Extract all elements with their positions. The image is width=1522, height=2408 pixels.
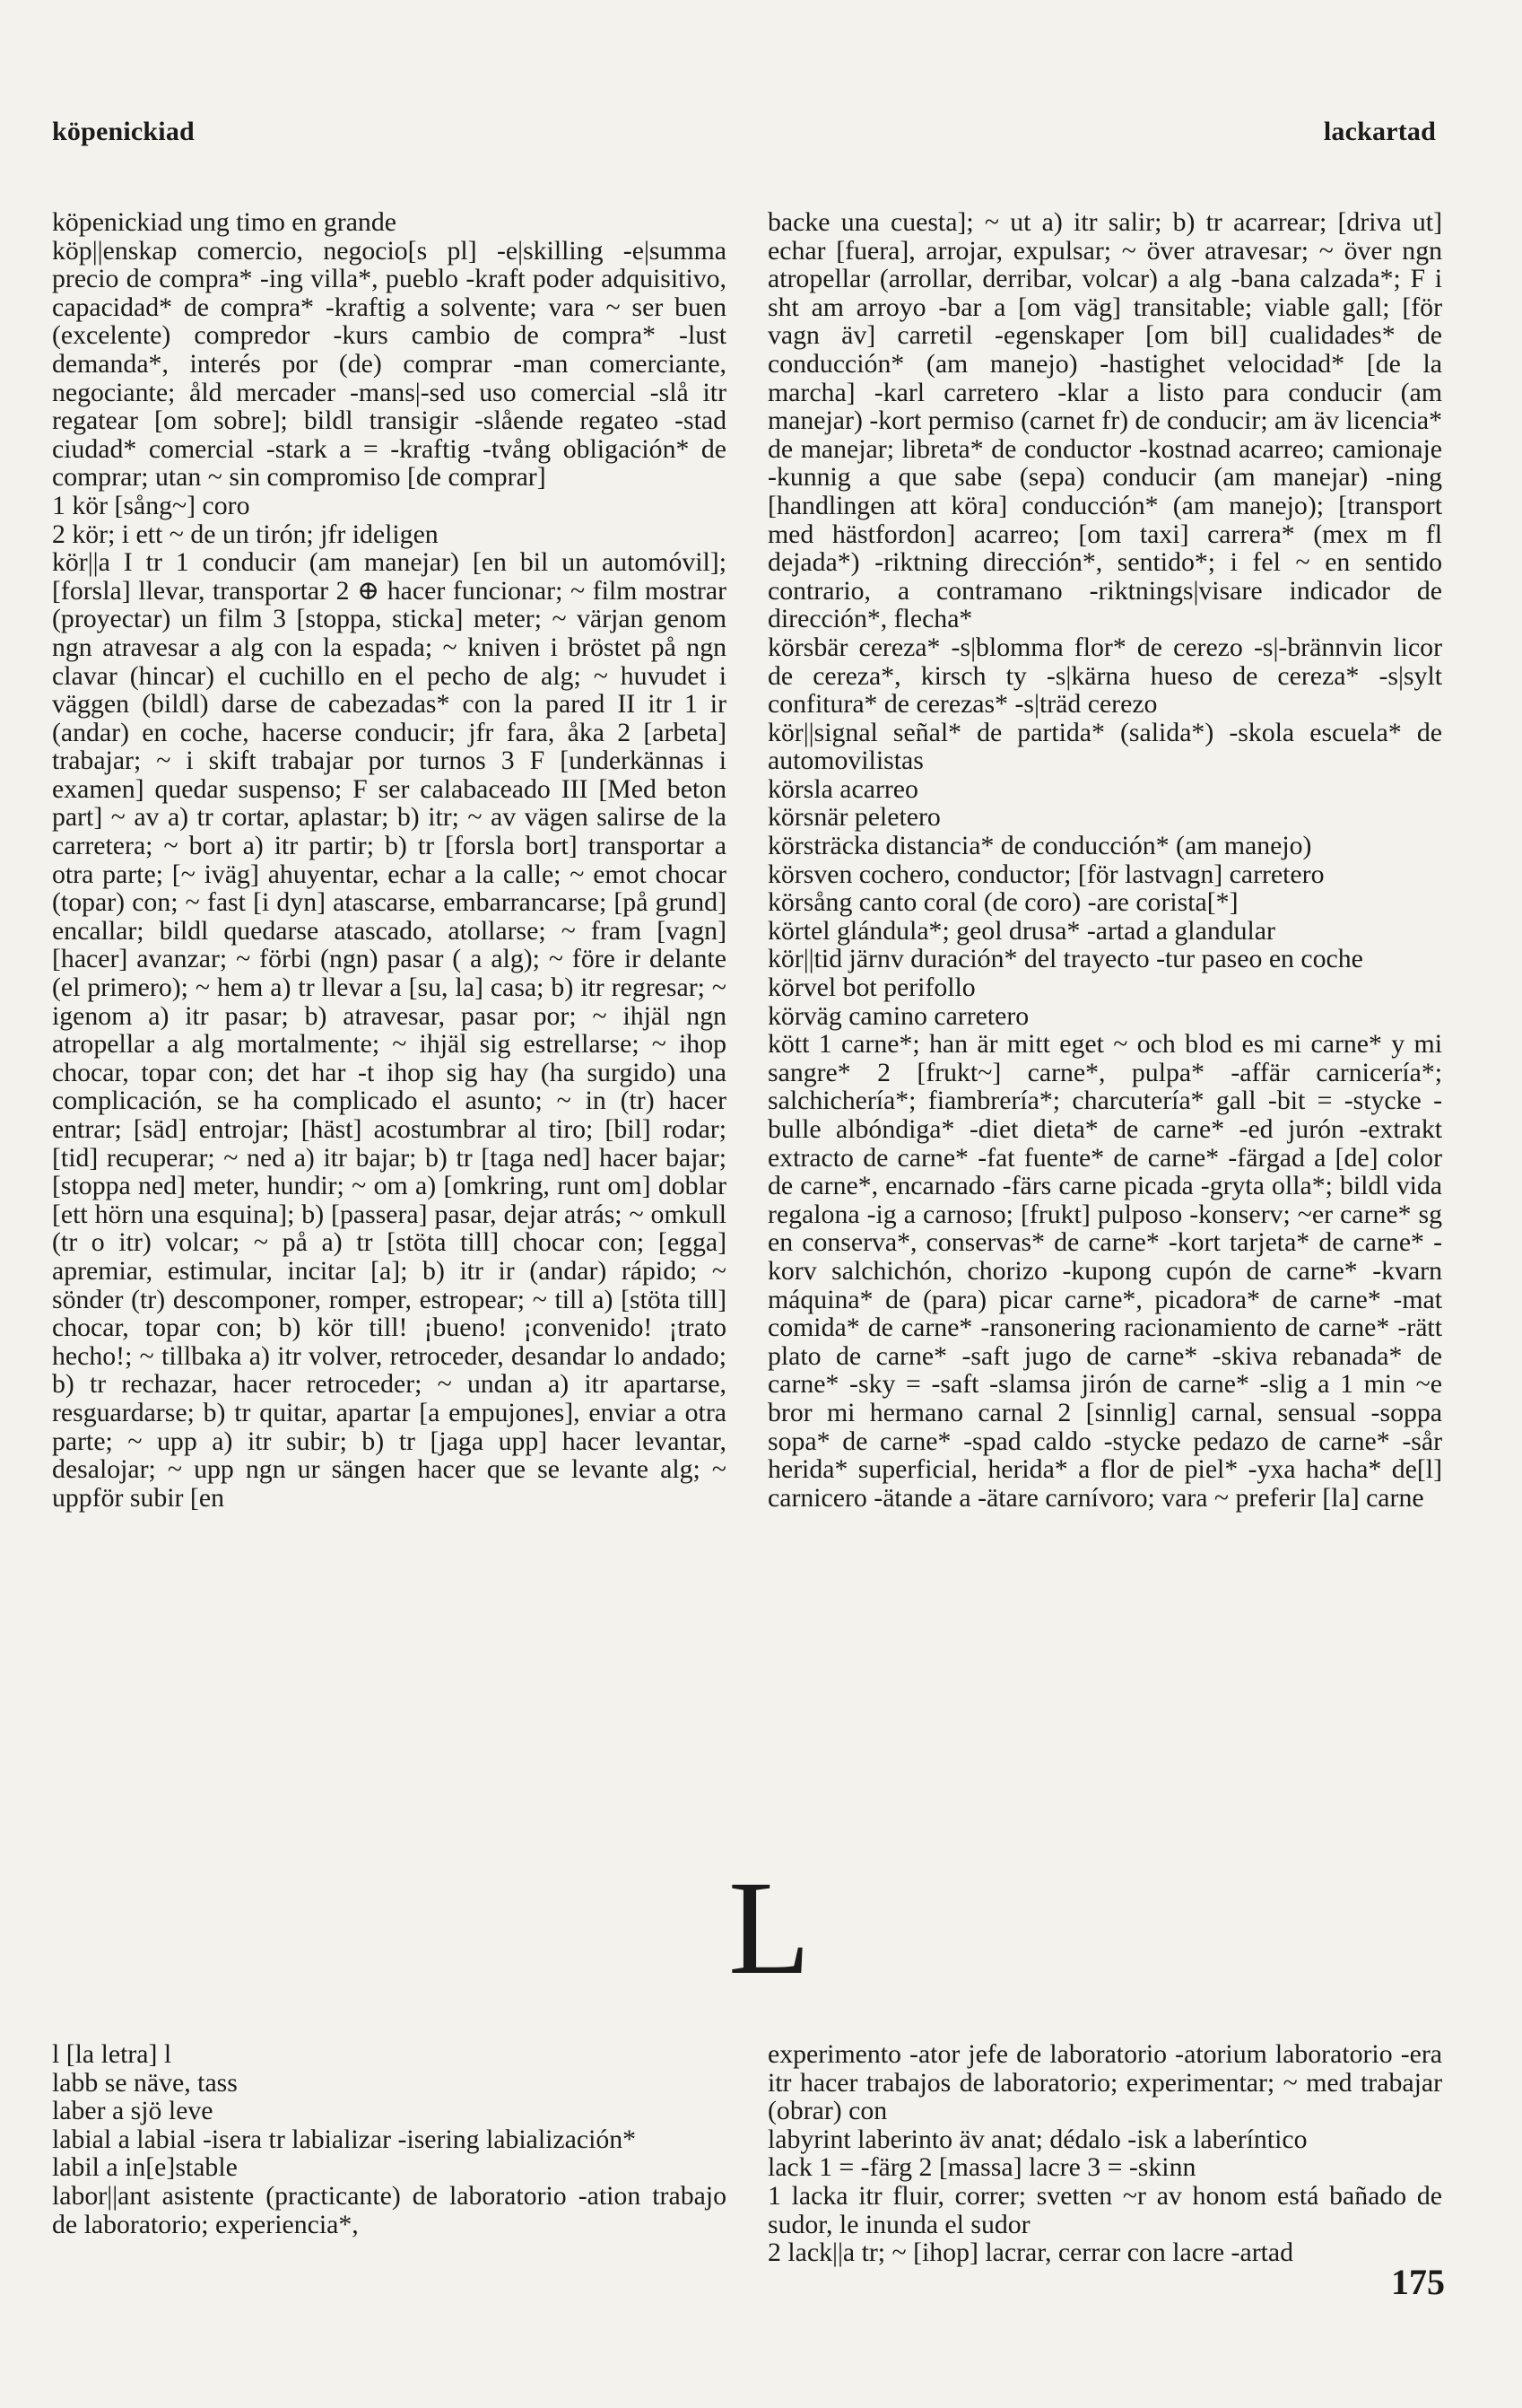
dictionary-entry: körvel bot perifollo (768, 973, 976, 1003)
dictionary-entry: körsla acarreo (768, 773, 918, 804)
running-head-right: lackartad (1323, 117, 1436, 146)
dictionary-entry: 1 kör [sång~] coro (52, 490, 250, 520)
dictionary-entry: labyrint laberinto äv anat; dédalo -isk a laberíntico (768, 2124, 1308, 2154)
left-column (52, 208, 726, 1512)
right-column (768, 208, 1442, 1512)
dictionary-entry: 1 lacka itr fluir, correr; svetten ~r av honom está bañado de sudor, le inunda el sudor (768, 2180, 1442, 2239)
dictionary-entry: labor||ant asistente (practicante) de laboratorio -ation trabajo de laboratorio; experiencia*, (52, 2180, 726, 2239)
dictionary-entry: 2 lack||a tr; ~ [ihop] lacrar, cerrar con lacre -artad (768, 2238, 1294, 2268)
dictionary-entry: kött 1 carne*; han är mitt eget ~ och blod es mi carne* y mi sangre* 2 [frukt~] carne*, pulpa* -affär carnicería*; salchichería*; fiambrería*; charcutería* gall -bit = -stycke -bulle albóndiga* -diet dieta* de carne* -ed jurón -extrakt extracto de carne* -fat fuente* de carne* -färgad a [de] color de carne*, encarnado -färs carne picada -gryta olla*; bildl vida regalona -ig a carnoso; [frukt] pulposo -konserv; ~er carne* sg en conserva*, conservas* de carne* -kort tarjeta* de carne* -korv salchichón, chorizo -kupong cupón de carne* -kvarn máquina* de (para) picar carne*, picadora* de carne* -mat comida* de carne* -ransonering racionamiento de carne* -rätt plato de carne* -saft jugo de carne* -skiva rebanada* de carne* -sky = -saft -slamsa jirón de carne* -slig a 1 min ~e bror mi hermano carnal 2 [sinnlig] carnal, sensual -soppa sopa* de carne* -spad caldo -stycke pedazo de carne* -sår herida* superficial, herida* a flor de piel* -yxa hacha* de[l] carnicero -ätande a -ätare carnívoro; vara ~ preferir [la] carne (768, 1029, 1442, 1513)
left-bottom-column (52, 2040, 726, 2238)
dictionary-entry: köpenickiad ung timo en grande (52, 207, 396, 237)
dictionary-entry: kör||signal señal* de partida* (salida*) -skola escuela* de automovilistas (768, 717, 1442, 776)
dictionary-entry: körsbär cereza* -s|blomma flor* de cerezo -s|-brännvin licor de cereza*, kirsch ty -s|kärna hueso de cereza* -s|sylt confitura* de cerezas* -s|träd cerezo (768, 632, 1442, 720)
dictionary-entry: köp||enskap comercio, negocio[s pl] -e|skilling -e|summa precio de compra* -ing villa*, pueblo -kraft poder adquisitivo, capacidad* de compra* -kraftig a solvente; vara ~ ser buen (excelente) compredor -kurs cambio de compra* -lust demanda*, interés por (de) comprar -man comerciante, negociante; åld mercader -mans|-sed uso comercial -slå itr regatear [om sobre]; bildl transigir -slående regateo -stad ciudad* comercial -stark a = -kraftig -tvång obligación* de comprar; utan ~ sin compromiso [de comprar] (52, 235, 726, 493)
right-bottom-column (768, 2040, 1442, 2267)
dictionary-entry: 2 kör; i ett ~ de un tirón; jfr ideligen (52, 519, 439, 549)
dictionary-entry: l [la letra] l (52, 2039, 172, 2069)
dictionary-entry: labial a labial -isera tr labializar -isering labialización* (52, 2124, 637, 2154)
dictionary-entry: laber a sjö leve (52, 2096, 213, 2126)
dictionary-entry: kör||tid järnv duración* del trayecto -tur paseo en coche (768, 944, 1363, 974)
dictionary-entry: lack 1 = -färg 2 [massa] lacre 3 = -skinn (768, 2152, 1196, 2183)
dictionary-entry: körväg camino carretero (768, 1000, 1030, 1031)
dictionary-entry: körsven cochero, conductor; [för lastvagn] carretero (768, 859, 1325, 889)
dictionary-entry: körsträcka distancia* de conducción* (am manejo) (768, 831, 1312, 861)
section-letter: L (728, 1854, 811, 2002)
dictionary-entry: körtel glándula*; geol drusa* -artad a glandular (768, 915, 1275, 946)
dictionary-entry: kör||a I tr 1 conducir (am manejar) [en bil un automóvil]; [forsla] llevar, transportar 2 ⊕ hacer funcionar; ~ film mostrar (proyectar) un film 3 [stoppa, sticka] meter; ~ värjan genom ngn atravesar a alg con la espada; ~ kniven i bröstet på ngn clavar (hincar) el cuchillo en el pecho de alg; ~ huvudet i väggen (bildl) darse de cabezadas* con la pared II itr 1 ir (andar) en coche, hacerse conducir; jfr fara, åka 2 [arbeta] trabajar; ~ i skift trabajar por turnos 3 F [underkännas i examen] quedar suspenso; F ser calabaceado III [Med beton part] ~ av a) tr cortar, aplastar; b) itr; ~ av vägen salirse de la carretera; ~ bort a) itr partir; b) tr [forsla bort] transportar a otra parte; [~ iväg] ahuyentar, echar a la calle; ~ emot chocar (topar) con; ~ fast [i dyn] atascarse, embarrancarse; [på grund] encallar; bildl quedarse atascado, atollarse; ~ fram [vagn] [hacer] avanzar; ~ förbi (ngn) pasar ( a alg); ~ före ir delante (el primero); ~ hem a) tr llevar a [su, la] casa; b) itr regresar; ~ igenom a) itr pasar; b) atravesar, pasar por; ~ ihjäl ngn atropellar a alg mortalmente; ~ ihjäl sig estrellarse; ~ ihop chocar, topar con; det har -t ihop sig hay (ha surgido) una complicación, se ha complicado el asunto; ~ in (tr) hacer entrar; [säd] entrojar; [häst] acostumbrar al tiro; [bil] rodar; [tid] recuperar; ~ ned a) itr bajar; b) tr [taga ned] hacer bajar; [stoppa ned] meter, hundir; ~ om a) [omkring, runt om] doblar [ett hörn una esquina]; b) [passera] pasar, dejar atrás; ~ omkull (tr o itr) volcar; ~ på a) tr [stöta till] chocar con; [egga] apremiar, estimular, incitar [a]; b) itr ir (andar) rápido; ~ sönder (tr) descomponer, romper, estropear; ~ till a) [stöta till] chocar, topar con; b) kör till! ¡bueno! ¡convenido! ¡trato hecho!; ~ tillbaka a) itr volver, retroceder, desandar lo andado; b) tr rechazar, hacer retroceder; ~ undan a) itr apartarse, resguardarse; b) tr quitar, apartar [a empujones], enviar a otra parte; ~ upp a) itr subir; b) tr [jaga upp] hacer levantar, desalojar; ~ upp ngn ur sängen hacer que se levante alg; ~ uppför subir [en (52, 547, 726, 1513)
dictionary-entry: körsång canto coral (de coro) -are corista[*] (768, 887, 1239, 918)
dictionary-entry: körsnär peletero (768, 802, 941, 833)
dictionary-entry: experimento -ator jefe de laboratorio -atorium laboratorio -era itr hacer trabajos de laboratorio; experimentar; ~ med trabajar (obrar) con (768, 2039, 1442, 2126)
page-number: 175 (1391, 2262, 1445, 2302)
running-head-left: köpenickiad (52, 117, 195, 146)
dictionary-entry: backe una cuesta]; ~ ut a) itr salir; b) tr acarrear; [driva ut] echar [fuera], arrojar, expulsar; ~ över atravesar; ~ över ngn atropellar (arrollar, derribar, volcar) a alg -bana calzada*; F i sht am arroyo -bar a [om väg] transitable; viable gall; [för vagn äv] carretil -egenskaper [om bil] cualidades* de conducción* (am manejo) -hastighet velocidad* [de la marcha] -karl carretero -klar a listo para conducir (am manejar) -kort permiso (carnet fr) de conducir; am äv licencia* de manejar; libreta* de conductor -kostnad acarreo; camionaje -kunnig a que sabe (sepa) conducir (am manejar) -ning [handlingen att köra] conducción* (am manejo); [transport med hästfordon] acarreo; [om taxi] carrera* (mex m fl dejada*) -riktning dirección*, sentido*; i fel ~ en sentido contrario, a contramano -riktnings|visare indicador de dirección*, flecha* (768, 207, 1443, 634)
dictionary-entry: labil a in[e]stable (52, 2152, 238, 2183)
dictionary-entry: labb se näve, tass (52, 2067, 238, 2098)
